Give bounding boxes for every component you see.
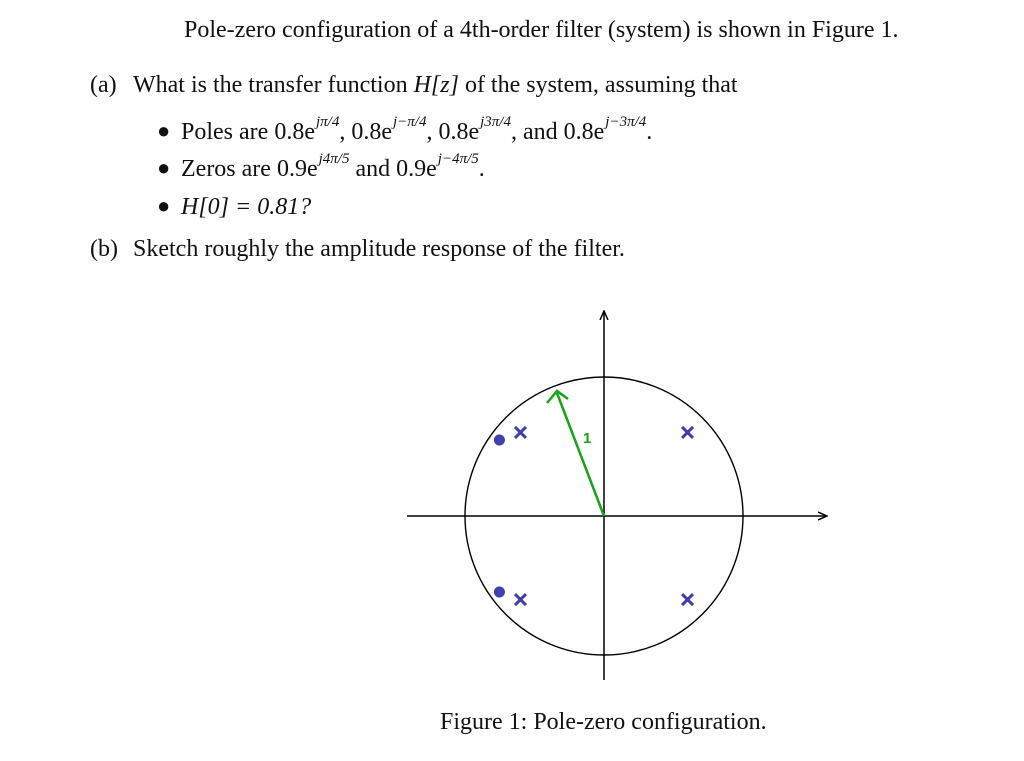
pole-value-1: 0.8e xyxy=(274,119,315,145)
pole-exp-2: j−π/4 xyxy=(392,114,427,130)
pole-value-3: 0.8e xyxy=(438,119,480,145)
gain-line: H[0] = 0.81? xyxy=(181,194,312,220)
poles-and: and xyxy=(522,119,558,145)
zeros-end: . xyxy=(478,156,485,182)
pole-marker-icon xyxy=(515,594,526,605)
zero-exp-2: j−4π/5 xyxy=(437,151,479,167)
radius-label: 1 xyxy=(583,430,592,447)
poles-lead: Poles are xyxy=(181,119,269,145)
zero-marker-icon xyxy=(494,586,505,597)
pole-exp-1: jπ/4 xyxy=(315,114,340,130)
poles-sep: , xyxy=(426,119,433,145)
part-a-label: (a) xyxy=(90,72,117,98)
pole-exp-3: j3π/4 xyxy=(480,114,511,130)
part-b-text: Sketch roughly the amplitude response of the filter. xyxy=(133,236,625,262)
poles-sep: , xyxy=(510,119,517,145)
zeros-and: and xyxy=(355,156,391,182)
part-a-text-1: What is the transfer function xyxy=(133,72,408,98)
figure-caption: Figure 1: Pole-zero configuration. xyxy=(440,709,767,735)
pole-marker-icon xyxy=(682,427,693,438)
bullet-dot: ● xyxy=(157,193,171,218)
part-b-label: (b) xyxy=(90,236,118,262)
pole-marker-icon xyxy=(515,427,526,438)
radius-vector xyxy=(557,393,604,516)
poles-end: . xyxy=(646,119,653,145)
zero-marker-icon xyxy=(494,435,505,446)
pole-value-2: 0.8e xyxy=(351,119,392,145)
pole-value-4: 0.8e xyxy=(563,119,605,145)
bullet-dot: ● xyxy=(157,118,171,143)
part-a-text-2: of the system, assuming that xyxy=(464,72,738,98)
transfer-function-symbol: H[z] xyxy=(413,72,459,98)
zero-exp-1: j4π/5 xyxy=(318,151,350,167)
pole-marker-icon xyxy=(682,594,693,605)
zeros-lead: Zeros are xyxy=(181,156,271,182)
intro-line: Pole-zero configuration of a 4th-order filter (system) is shown in Figure 1. xyxy=(184,17,899,43)
zero-value-2: 0.9e xyxy=(396,156,437,182)
bullet-dot: ● xyxy=(157,155,171,180)
zero-value-1: 0.9e xyxy=(276,156,318,182)
poles-sep: , xyxy=(339,119,346,145)
pole-exp-4: j−3π/4 xyxy=(605,114,647,130)
